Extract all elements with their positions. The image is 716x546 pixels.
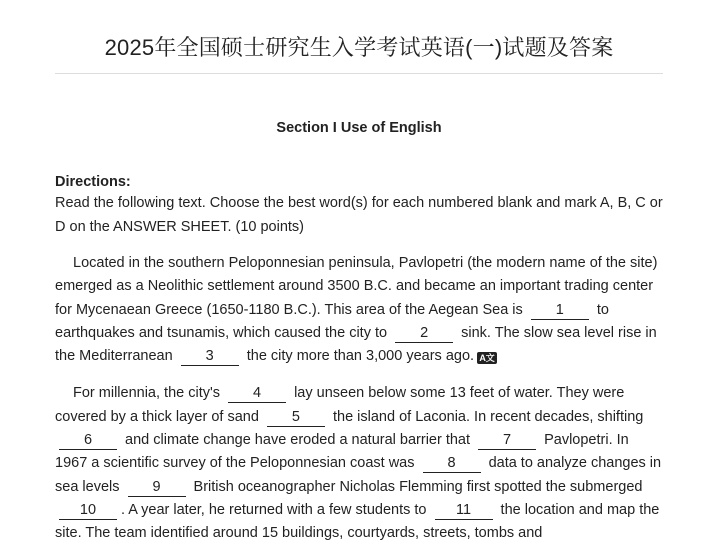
passage-paragraph <box>55 382 663 545</box>
passage-text: and climate change have eroded a natural barrier that <box>125 432 471 449</box>
passage-text: Located in the southern Peloponnesian peninsula, Pavlopetri (the modern name of the site) emerged as a Neolithic settlement around 3500 B.C. and became an important trading center for Mycenaean Greece (1650-1180 B.C.). This area of the Aegean Sea is <box>55 255 658 318</box>
answer-blank: 9 <box>128 479 186 497</box>
answer-blank: 2 <box>395 325 453 343</box>
document <box>55 0 663 546</box>
passage-text: the location and map the site. The team identified around 15 buildings, courtyards, streets, tombs and <box>55 501 660 542</box>
directions-label: Directions: <box>55 174 131 190</box>
passage-text: . A year later, he returned with a few students to <box>121 501 427 518</box>
answer-blank: 5 <box>267 409 325 427</box>
answer-blank: 8 <box>423 455 481 473</box>
answer-blank: 7 <box>478 432 536 450</box>
answer-blank: 6 <box>59 432 117 450</box>
answer-blank: 10 <box>59 502 117 520</box>
passage-text: lay unseen below some 13 feet of water. They were covered by a thick layer of sand <box>55 385 625 425</box>
answer-blank: 4 <box>228 385 286 403</box>
passage-text: Pavlopetri. In 1967 a scientific survey of the Peloponnesian coast was <box>55 432 629 472</box>
answer-blank: 11 <box>435 502 493 520</box>
passage-paragraph <box>55 252 663 368</box>
translate-icon[interactable]: A文 <box>477 352 497 364</box>
answer-blank: 1 <box>531 302 589 320</box>
answer-blank: 3 <box>181 348 239 366</box>
title-divider <box>55 73 663 74</box>
directions-text: Read the following text. Choose the best word(s) for each numbered blank and mark A, B, C or D on the ANSWER SHEET. (10 points) <box>55 195 663 235</box>
passage-text: the island of Laconia. In recent decades, shifting <box>332 408 644 425</box>
page-title: 2025年全国硕士研究生入学考试英语(一)试题及答案 <box>104 35 614 60</box>
passage-text: the city more than 3,000 years ago. <box>246 348 475 365</box>
section-heading: Section I Use of English <box>276 120 442 136</box>
passage-text: British oceanographer Nicholas Flemming first spotted the submerged <box>193 478 643 495</box>
passage <box>55 252 663 546</box>
passage-text: to earthquakes and tsunamis, which caused the city to <box>55 301 609 341</box>
passage-text: data to analyze changes in sea levels <box>55 455 662 495</box>
passage-text: sink. The slow sea level rise in the Mediterranean <box>55 324 657 365</box>
passage-text: For millennia, the city's <box>73 385 221 402</box>
